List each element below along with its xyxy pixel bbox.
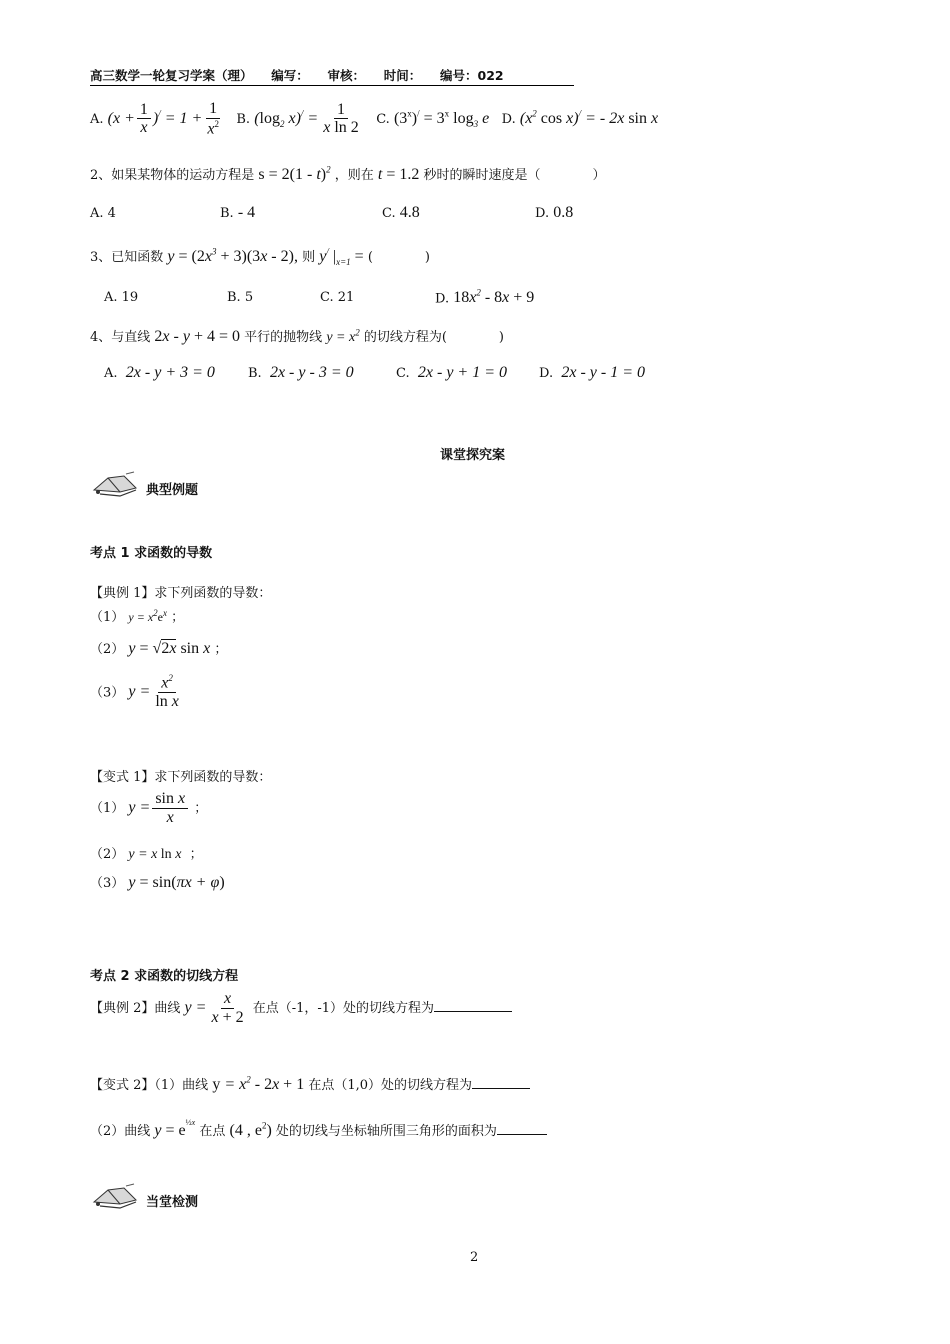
- question-1-options: A. (x + $\frac{1}{x}$ )/ = 1 + $\frac{1}{x^2}$ B. ($\log_2$ x)/ = $\frac{1}{\text{x ln 2}}$ C. $(3^x)^/ = 3^x$ $\log_3 e$ D. ($x^2$ cos x)/ = - 2x sin x: [90, 100, 659, 137]
- answer-blank[interactable]: [434, 999, 512, 1012]
- q2-option-d: D. 0.8: [535, 204, 574, 221]
- q4-option-d: D. 2x - y - 1 = 0: [539, 364, 646, 381]
- section-title: 课堂探究案: [440, 448, 506, 463]
- q4-option-b: B. 2x - y - 3 = 0: [248, 364, 354, 381]
- q3-option-a: A. 19: [104, 290, 139, 305]
- key-point-1-title: 考点 1 求函数的导数: [90, 546, 213, 561]
- q4-option-c: C. 2x - y + 1 = 0: [396, 364, 508, 381]
- page-number: 2: [470, 1250, 479, 1265]
- variant-1-item-2: （2） y = x ln x ；: [90, 847, 203, 862]
- page-header: 高三数学一轮复习学案（理） 编写： 审核： 时间： 编号：022: [90, 66, 574, 86]
- example-1-item-1: （1） $y = x^2e^x$ ；: [90, 608, 185, 625]
- in-class-check-heading: 当堂检测: [90, 1182, 198, 1212]
- q3-option-c: C. 21: [320, 290, 355, 305]
- example-1-title: 【典例 1】求下列函数的导数：: [90, 586, 272, 601]
- question-4: 4、与直线 2x - y + 4 = 0 平行的抛物线 $y = x^2$ 的切线方程为( ): [90, 327, 504, 345]
- example-2: 【典例 2】曲线 y = $\frac{x}{x + 2}$ 在点（-1，-1）处的切线方程为: [90, 990, 512, 1027]
- book-icon: [90, 1182, 140, 1212]
- question-2: 2、如果某物体的运动方程是 s = 2(1 - t)$^2$ ，则在 t = 1.2 秒时的瞬时速度是（ ）: [90, 164, 606, 183]
- q2-option-b: B. - 4: [220, 204, 256, 221]
- q3-option-b: B. 5: [227, 290, 254, 305]
- book-icon: [90, 470, 140, 500]
- answer-blank[interactable]: [497, 1122, 547, 1135]
- option-a-label: A.: [90, 111, 104, 127]
- variant-1-item-1: （1） y = $\frac{\text{sin x}}{x}$ ；: [90, 790, 208, 826]
- variant-2-item-1: 【变式 2】（1）曲线 $y = x^2 - 2x + 1$ 在点（1,0）处的切线方程为: [90, 1074, 530, 1094]
- option-d-label: D.: [501, 111, 516, 127]
- q2-option-c: C. 4.8: [382, 204, 420, 221]
- variant-1-title: 【变式 1】求下列函数的导数：: [90, 770, 272, 785]
- variant-2-item-2: （2）曲线 $y = e^{\frac{1}{2}x}$ 在点 (4 , $e^2$) 处的切线与坐标轴所围三角形的面积为: [90, 1118, 547, 1140]
- option-b-label: B.: [236, 111, 251, 127]
- example-1-item-3: （3） y = $\frac{x^2}{\text{ln x}}$: [90, 673, 179, 710]
- variant-1-item-3: （3） y = sin(πx + φ): [90, 874, 225, 891]
- option-c-label: C.: [376, 111, 390, 127]
- answer-blank[interactable]: [472, 1076, 530, 1089]
- q3-option-d: D. $18x^2 - 8x + 9$: [435, 288, 535, 307]
- example-1-item-2: （2） y = √2x sin x ；: [90, 640, 228, 657]
- q2-option-a: A. 4: [90, 206, 116, 221]
- question-3: 3、已知函数 $y = (2x^3 + 3)(3x - 2)$, 则 y/ $|_{x=1}$ = ( ): [90, 246, 430, 268]
- q4-option-a: A. 2x - y + 3 = 0: [104, 364, 215, 381]
- key-point-2-title: 考点 2 求函数的切线方程: [90, 969, 239, 984]
- typical-examples-heading: 典型例题: [90, 470, 198, 500]
